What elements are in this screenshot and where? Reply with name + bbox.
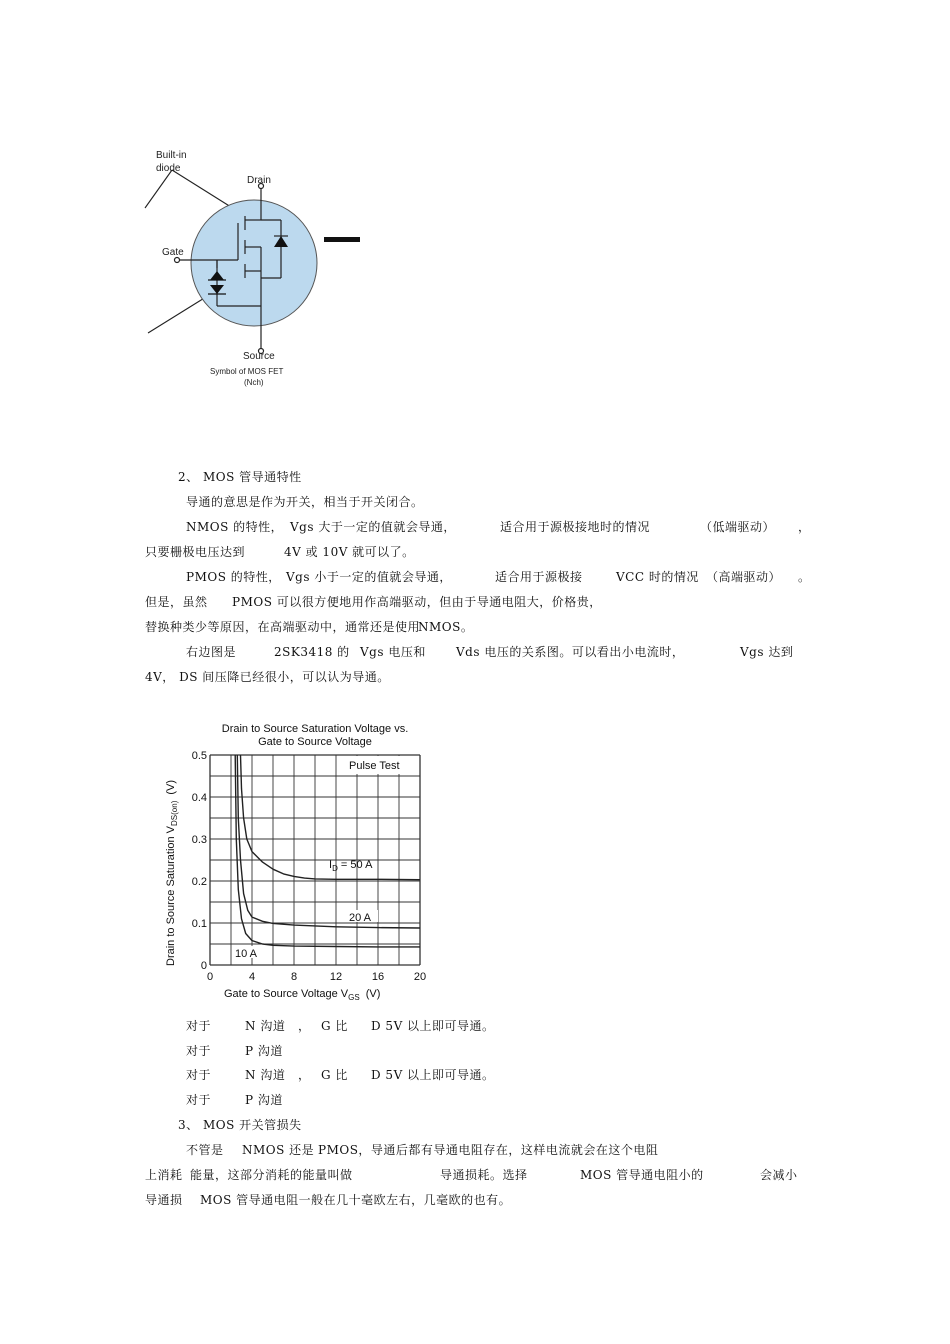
label-id-50a: $I_D = 50$ A xyxy=(329,859,373,873)
body-line-06a: 但是，虽然 xyxy=(145,595,208,609)
body-line-08d: Vds 电压的关系图。可以看出小电流时， xyxy=(456,645,685,659)
body-line-07b: NMOS。 xyxy=(418,620,474,634)
body-line-15b: NMOS 还是 xyxy=(242,1143,315,1157)
body-line-05a: PMOS 的特性， xyxy=(186,570,281,584)
body-line-17a: 导通损 xyxy=(145,1193,183,1207)
y-tick-label: 0 xyxy=(200,960,207,972)
body-line-05d: VCC 时的情况 xyxy=(616,570,699,584)
x-tick-label: 12 xyxy=(329,971,343,983)
label-source: Source xyxy=(243,351,275,362)
chart-ylabel: Drain to Source Saturation $V_{DS(on)}(V)$ xyxy=(165,779,179,966)
body-line-11a: 对于 xyxy=(186,1044,212,1058)
chart-curves xyxy=(235,755,420,947)
body-line-16d: MOS 管导通电阻小的 xyxy=(580,1168,704,1182)
body-line-16b: 能量，这部分消耗的能量叫做 xyxy=(190,1168,353,1182)
body-line-08a: 右边图是 xyxy=(186,645,237,659)
x-tick-label: 8 xyxy=(290,971,298,983)
body-line-13b: P 沟道 xyxy=(245,1093,283,1107)
body-line-05f: 。 xyxy=(798,570,811,584)
body-line-16e: 会减小 xyxy=(760,1168,798,1182)
body-line-10a: 对于 xyxy=(186,1019,212,1033)
body-line-09: 4V， DS 间压降已经很小，可以认为导通。 xyxy=(145,670,390,684)
pulse-test-label: Pulse Test xyxy=(349,760,400,772)
caption-symbol: Symbol of MOS FET xyxy=(210,367,284,376)
caption-nch: (Nch) xyxy=(244,378,264,387)
body-line-03c: 适合用于源极接地时的情况 xyxy=(500,520,651,534)
heading-section-3: 3、 MOS 开关管损失 xyxy=(178,1118,302,1132)
body-line-15c: PMOS，导通后都有导通电阻存在，这样电流就会在这个电阻 xyxy=(318,1143,659,1157)
body-line-12b: N 沟道 xyxy=(245,1068,286,1082)
heading-section-2: 2、 MOS 管导通特性 xyxy=(178,470,302,484)
body-line-08e: Vgs 达到 xyxy=(740,645,794,659)
label-gate: Gate xyxy=(162,247,184,258)
body-line-13a: 对于 xyxy=(186,1093,212,1107)
y-tick-label: 0.1 xyxy=(191,918,207,930)
label-drain: Drain xyxy=(247,175,271,186)
body-line-05e: （高端驱动） xyxy=(706,570,782,584)
body-line-06b: PMOS 可以很方便地用作高端驱动，但由于导通电阻大，价格贵， xyxy=(232,595,602,609)
body-line-12d: G 比 xyxy=(321,1068,348,1082)
body-line-10b: N 沟道 xyxy=(245,1019,286,1033)
body-line-05b: Vgs 小于一定的值就会导通， xyxy=(286,570,452,584)
body-line-10c: ， xyxy=(298,1019,311,1033)
body-line-03a: NMOS 的特性， xyxy=(186,520,284,534)
body-line-15a: 不管是 xyxy=(186,1143,224,1157)
chart-ticks xyxy=(192,750,426,983)
x-tick-label: 4 xyxy=(248,971,256,983)
x-tick-label: 0 xyxy=(206,971,214,983)
mosfet-symbol-figure xyxy=(140,128,380,398)
y-tick-label: 0.5 xyxy=(191,750,207,762)
body-line-04a: 只要栅极电压达到 xyxy=(145,545,246,559)
body-line-12c: ， xyxy=(298,1068,311,1082)
y-tick-label: 0.2 xyxy=(191,876,207,888)
black-dash-mark xyxy=(324,237,360,242)
body-line-11b: P 沟道 xyxy=(245,1044,283,1058)
body-line-02: 导通的意思是作为开关，相当于开关闭合。 xyxy=(186,495,424,509)
body-line-05c: 适合用于源极接 xyxy=(495,570,583,584)
body-line-03e: ， xyxy=(798,520,811,534)
series-line xyxy=(235,755,420,947)
body-line-03b: Vgs 大于一定的值就会导通， xyxy=(290,520,456,534)
label-builtin-2: diode xyxy=(156,163,181,174)
x-tick-label: 16 xyxy=(371,971,385,983)
body-line-10d: G 比 xyxy=(321,1019,348,1033)
body-line-04b: 4V 或 10V 就可以了。 xyxy=(284,545,415,559)
y-tick-label: 0.4 xyxy=(191,792,207,804)
mosfet-circle xyxy=(191,200,317,326)
body-line-17b: MOS 管导通电阻一般在几十毫欧左右，几毫欧的也有。 xyxy=(200,1193,512,1207)
body-line-12e: D 5V 以上即可导通。 xyxy=(371,1068,495,1082)
body-line-03d: （低端驱动） xyxy=(700,520,776,534)
body-line-16c: 导通损耗。选择 xyxy=(440,1168,528,1182)
x-tick-label: 20 xyxy=(413,971,427,983)
body-line-08c: Vgs 电压和 xyxy=(360,645,426,659)
body-line-16a: 上消耗 xyxy=(145,1168,183,1182)
chart-xlabel: Gate to Source Voltage $V_{GS}$ (V) xyxy=(224,988,381,1002)
label-builtin-1: Built-in xyxy=(156,150,187,161)
chart-title-line1: Drain to Source Saturation Voltage vs. xyxy=(221,723,409,735)
vds-vs-vgs-chart xyxy=(150,714,440,1010)
label-20a: 20 A xyxy=(349,912,372,924)
body-line-07a: 替换种类少等原因，在高端驱动中，通常还是使用 xyxy=(145,620,421,634)
label-10a: 10 A xyxy=(235,948,258,960)
body-line-08b: 2SK3418 的 xyxy=(274,645,350,659)
body-line-12a: 对于 xyxy=(186,1068,212,1082)
y-tick-label: 0.3 xyxy=(191,834,207,846)
chart-title-line2: Gate to Source Voltage xyxy=(258,736,372,748)
body-line-10e: D 5V 以上即可导通。 xyxy=(371,1019,495,1033)
